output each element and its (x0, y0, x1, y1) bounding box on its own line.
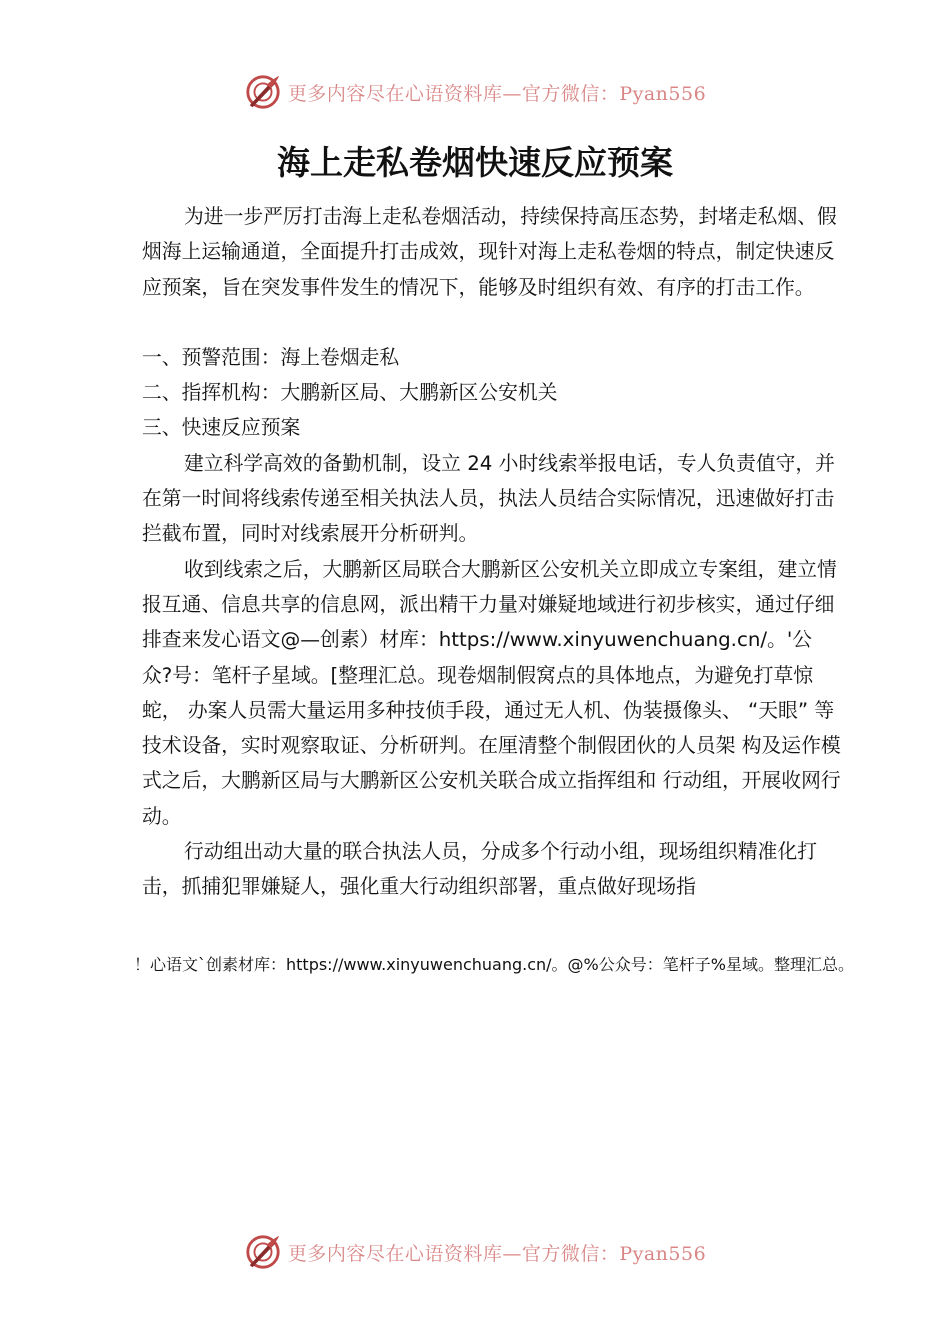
banner-text: 更多内容尽在心语资料库—官方微信：Pyan556 (287, 82, 707, 105)
section-heading-3: 三、快速反应预案 (142, 416, 301, 440)
body-paragraph-3: 行动组出动大量的联合执法人员，分成多个行动小组，现场组织精准化打击，抓捕犯罪嫌疑人，强化重大行动组织部署，重点做好现场指 (142, 840, 818, 899)
quill-seal-icon (244, 1233, 282, 1271)
document-body (142, 199, 842, 905)
section-heading-1: 一、预警范围：海上卷烟走私 (142, 345, 400, 369)
banner-text: 更多内容尽在心语资料库—官方微信：Pyan556 (287, 1242, 707, 1265)
intro-paragraph: 为进一步严厉打击海上走私卷烟活动，持续保持高压态势，封堵走私烟、假烟海上运输通道，全面提升打击成效，现针对海上走私卷烟的特点，制定快速反应预案，旨在突发事件发生的情况下，能够及时组织有效、有序的打击工作。 (142, 205, 837, 299)
header-banner (0, 72, 950, 112)
body-paragraph-1: 建立科学高效的备勤机制，设立 24 小时线索举报电话，专人负责值守，并在第一时间将线索传递至相关执法人员，执法人员结合实际情况，迅速做好打击拦截布置，同时对线索展开分析研判。 (142, 451, 835, 546)
document-title: 海上走私卷烟快速反应预案 (277, 143, 673, 182)
quill-seal-icon (244, 73, 282, 111)
footer-banner (0, 1232, 950, 1272)
body-paragraph-2: 收到线索之后，大鹏新区局联合大鹏新区公安机关立即成立专案组，建立情报互通、信息共享的信息网，派出精干力量对嫌疑地域进行初步核实，通过仔细排查来发心语文@—创素）材库：https://www.xinyuwenchuang.cn/。'公众?号：笔杆子星域。[整理汇总。现卷烟制假窝点的具体地点，为避免打草惊蛇， 办案人员需大量运用多种技侦手段，通过无人机、伪装摄像头、 “天眼” 等技术设备，实时观察取证、分析研判。在厘清整个制假团伙的人员架 构及运作模式之后，大鹏新区局与大鹏新区公安机关联合成立指挥组和 行动组，开展收网行动。 (142, 557, 841, 828)
source-note: ！心语文`创素材库：https://www.xinyuwenchuang.cn/。@%公众号：笔杆子%星域。整理汇总。 (134, 955, 854, 974)
paragraph-gap (142, 305, 842, 340)
section-heading-2: 二、指挥机构：大鹏新区局、大鹏新区公安机关 (142, 381, 558, 405)
